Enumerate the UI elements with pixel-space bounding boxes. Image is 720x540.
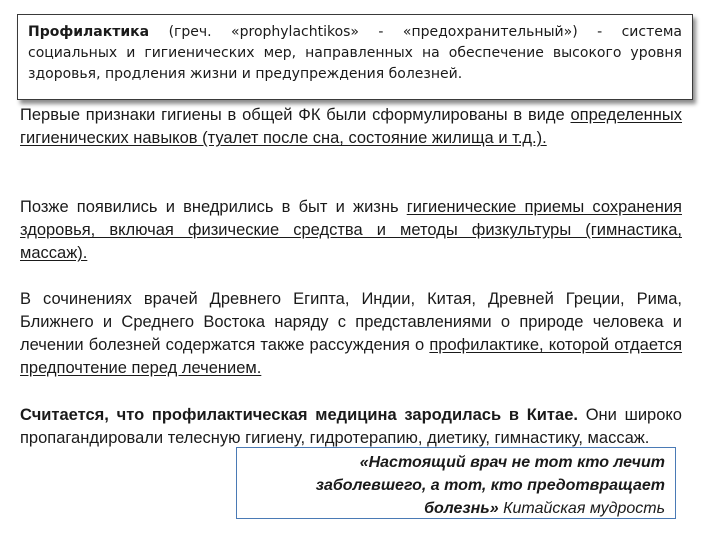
quote-source: Китайская мудрость xyxy=(498,500,665,517)
paragraph3-text: В сочинениях врачей Древнего Египта, Индии, Китая, Древней Греции, Рима, Ближнего и Среднего Востока наряду с представлениями о природе человека и лечении болезней содержатся также рассуждения о xyxy=(20,290,682,354)
paragraph1-text: Первые признаки гигиены в общей ФК были сформулированы в виде xyxy=(20,106,571,124)
paragraph2-text: Позже появились и внедрились в быт и жизнь xyxy=(20,198,407,216)
paragraph-ancient-physicians xyxy=(20,288,682,380)
paragraph1-underlined: определенных гигиенических навыков (туалет после сна, состояние жилища и т.д.). xyxy=(20,106,682,147)
paragraph-hygiene-practices xyxy=(20,196,682,265)
paragraph4-text: Они широко пропагандировали телесную гигиену, гидротерапию, диетику, гимнастику, массаж. xyxy=(20,406,682,447)
paragraph-hygiene-signs xyxy=(20,104,682,150)
definition-text: (греч. «prophylachtikos» - «предохранительный») - система социальных и гигиенических мер, направленных на обеспечение высокого уровня здоровья, продления жизни и предупреждения болезней. xyxy=(28,24,682,82)
quote-box xyxy=(236,447,676,519)
paragraph2-underlined: гигиенические приемы сохранения здоровья, включая физические средства и методы физкультуры (гимнастика, массаж). xyxy=(20,198,682,262)
paragraph3-underlined: профилактике, которой отдается предпочтение перед лечением. xyxy=(20,336,683,377)
definition-box xyxy=(17,14,693,100)
definition-term: Профилактика xyxy=(28,24,150,40)
paragraph4-bold: Считается, что профилактическая медицина зародилась в Китае. xyxy=(20,406,578,424)
quote-text: «Настоящий врач не тот кто лечит заболевшего, а тот, кто предотвращает болезнь» xyxy=(315,454,665,517)
paragraph-china xyxy=(20,404,682,450)
